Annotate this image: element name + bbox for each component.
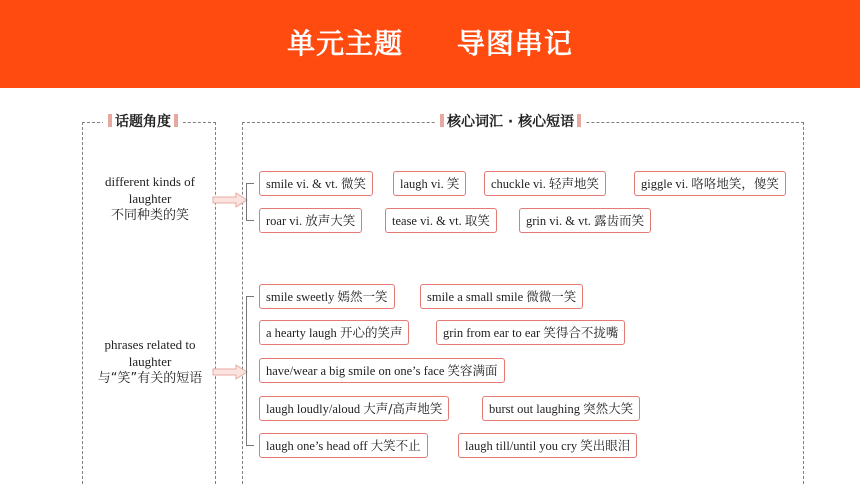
title-bar-right bbox=[577, 114, 581, 127]
phrase-chip: laugh one’s head off 大笑不止 bbox=[259, 433, 428, 458]
header-banner bbox=[0, 0, 860, 88]
phrase-chip: smile sweetly 嫣然一笑 bbox=[259, 284, 395, 309]
title-bar-left bbox=[108, 114, 112, 127]
arrow-right-icon bbox=[212, 364, 248, 380]
vocab-chip: laugh vi. 笑 bbox=[393, 171, 466, 196]
vocab-chip: roar vi. 放声大笑 bbox=[259, 208, 362, 233]
vocab-chip: giggle vi. 咯咯地笑，傻笑 bbox=[634, 171, 786, 196]
topic-phrases-laughter bbox=[88, 336, 212, 387]
phrase-chip: grin from ear to ear 笑得合不拢嘴 bbox=[436, 320, 625, 345]
title-bar-right bbox=[174, 114, 178, 127]
vocab-chip: tease vi. & vt. 取笑 bbox=[385, 208, 497, 233]
page-title: 单元主题 导图串记 bbox=[287, 27, 573, 60]
bracket-group-1 bbox=[246, 183, 254, 221]
phrase-chip: smile a small smile 微微一笑 bbox=[420, 284, 583, 309]
topic-angle-heading bbox=[103, 112, 183, 132]
phrase-chip: have/wear a big smile on one’s face 笑容满面 bbox=[259, 358, 505, 383]
vocab-chip: grin vi. & vt. 露齿而笑 bbox=[519, 208, 651, 233]
topic-zh: 与“笑”有关的短语 bbox=[97, 371, 203, 386]
vocabulary-title: 核心词汇 · 核心短语 bbox=[447, 114, 575, 130]
bracket-group-2 bbox=[246, 296, 254, 446]
topic-zh: 不同种类的笑 bbox=[110, 208, 189, 223]
phrase-chip: burst out laughing 突然大笑 bbox=[482, 396, 640, 421]
topic-en: different kinds of laughter bbox=[104, 174, 196, 206]
topic-en: phrases related to laughter bbox=[104, 337, 196, 369]
phrase-chip: laugh loudly/aloud 大声/高声地笑 bbox=[259, 396, 449, 421]
phrase-chip: a hearty laugh 开心的笑声 bbox=[259, 320, 409, 345]
topic-kinds-of-laughter bbox=[88, 173, 212, 224]
title-bar-left bbox=[440, 114, 444, 127]
vocabulary-heading bbox=[435, 112, 586, 132]
vocab-chip: chuckle vi. 轻声地笑 bbox=[484, 171, 606, 196]
vocab-chip: smile vi. & vt. 微笑 bbox=[259, 171, 373, 196]
topic-angle-title: 话题角度 bbox=[115, 114, 171, 130]
phrase-chip: laugh till/until you cry 笑出眼泪 bbox=[458, 433, 637, 458]
arrow-right-icon bbox=[212, 192, 248, 208]
